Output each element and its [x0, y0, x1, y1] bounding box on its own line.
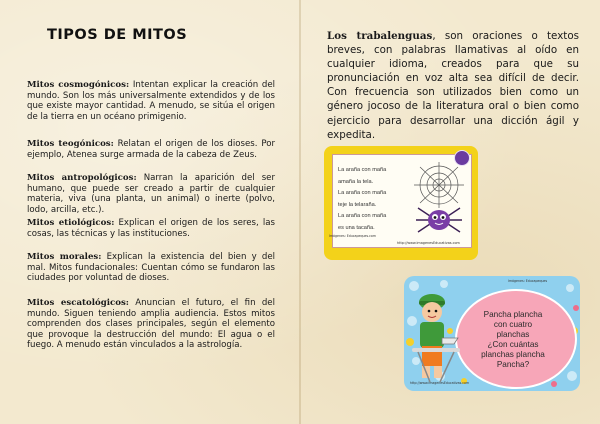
section-term: Mitos etiológicos:: [27, 218, 115, 228]
spider-web-icon: [408, 160, 470, 240]
section-escatologicos: [27, 298, 275, 351]
intro-text: , son oraciones o textos breves, con palabras llamativas al oído en cualquier idioma, creados para que su pronunciación en voz alta sea difícil de decir. Con frecuencia son utilizados bien como un género jocoso de la literatura oral o bien como ejercicio para desarrollar una dicción ágil y expedita.: [327, 30, 579, 141]
page-title: TIPOS DE MITOS: [47, 27, 188, 43]
spider-icon: [416, 208, 462, 232]
image-url: http://www.imagenesEducativas.com: [410, 381, 470, 385]
section-term: Mitos teogónicos:: [27, 139, 114, 149]
section-morales: [27, 252, 275, 284]
section-term: Mitos escatológicos:: [27, 298, 129, 308]
section-cosmogonicos: [27, 80, 275, 122]
image-credit: Imágenes: Educapeques.com: [329, 234, 376, 238]
card-line: Pancha plancha: [483, 310, 543, 319]
card-line: con cuatro: [493, 320, 533, 329]
card-text-lines: [338, 167, 408, 236]
section-text: Explican el origen de los seres, las cosas, las técnicas y las instituciones.: [27, 218, 275, 239]
tongue-twister-card-pancha: [404, 276, 580, 391]
section-text: Narran la aparición del ser humano, que puede ser creado a partir de cualquier materia, viva (una planta, un animal) o inerte (polvo, lodo, arcilla, etc.).: [27, 173, 275, 215]
section-text: Relatan el origen de los dioses. Por ejemplo, Atenea surge armada de la cabeza de Zeus.: [27, 139, 275, 160]
card-line: teje la telaraña.: [338, 201, 377, 208]
card-line: ¿Con cuántas: [487, 340, 539, 349]
image-note: Imágenes: Educapeques: [508, 279, 548, 283]
card-line: amaña la tela.: [338, 178, 374, 185]
trabalenguas-intro: [327, 29, 579, 142]
tongue-twister-card-spider: [324, 146, 478, 260]
boy-ironing-icon: [410, 288, 462, 384]
card-line: planchas: [496, 330, 530, 339]
card-line: Pancha?: [496, 360, 530, 369]
card-line: La araña con maña: [338, 190, 387, 196]
bubble-text: [467, 310, 559, 370]
section-text: Explican la existencia del bien y del mal. Mitos fundacionales: Cuentan cómo se fundaron las ciudades por voluntad de dioses.: [27, 252, 275, 284]
section-text: Intentan explicar la creación del mundo. Son los más universalmente extendidos y de los que existe mayor cantidad. A menudo, se sitúa el origen de la tierra en un océano primigenio.: [27, 80, 275, 122]
section-teogonicos: [27, 139, 275, 160]
card-line: La araña con maña: [338, 167, 387, 173]
section-term: Mitos antropológicos:: [27, 173, 137, 183]
section-etiologicos: [27, 218, 275, 239]
section-text: Anuncian el futuro, el fin del mundo. Siguen teniendo amplia audiencia. Estos mitos comprenden dos clases principales, según el elemento que provoque la destrucción del mundo: El agua o el fuego. A menudo están vinculados a la astrología.: [27, 298, 275, 351]
card-line: La araña con maña: [338, 213, 387, 219]
section-term: Mitos morales:: [27, 252, 102, 262]
section-term: Mitos cosmogónicos:: [27, 80, 130, 90]
section-antropologicos: [27, 173, 275, 215]
image-url: http://www.imagenesEducativas.com: [397, 241, 460, 245]
card-line: es una tacaña.: [338, 224, 375, 231]
card-line: planchas plancha: [481, 350, 545, 359]
intro-term: Los trabalenguas: [327, 30, 433, 42]
